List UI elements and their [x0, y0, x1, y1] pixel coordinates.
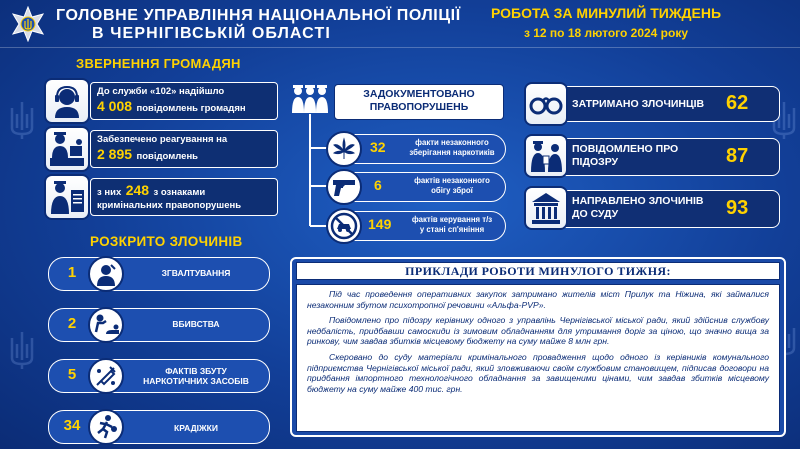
period-dates: з 12 по 18 лютого 2024 року — [523, 26, 689, 40]
right-stat-value: 93 — [726, 197, 749, 219]
documented-label-line2: обігу зброї — [431, 186, 473, 195]
solved-crime-label: ЗГВАЛТУВАННЯ — [161, 268, 231, 278]
citizen-request-suffix: повідомлень громадян — [136, 103, 246, 114]
solved-crime-value: 5 — [67, 366, 77, 383]
murder-icon — [88, 307, 124, 343]
right-stat-label — [572, 143, 678, 169]
right-stat-label-line2: ПІДОЗРУ — [572, 156, 619, 168]
header-title-line1: ГОЛОВНЕ УПРАВЛІННЯ НАЦІОНАЛЬНОЇ ПОЛІЦІЇ — [56, 7, 461, 24]
documented-label — [400, 215, 504, 235]
trident-watermark-icon — [8, 100, 36, 140]
right-stat-label-line1: ПОВІДОМЛЕНО ПРО — [572, 143, 679, 155]
documented-title-line2: ПРАВОПОРУШЕНЬ — [369, 101, 469, 113]
citizen-request-value: 4 008 — [97, 98, 133, 114]
documented-title-box — [334, 84, 504, 120]
period-title: РОБОТА ЗА МИНУЛИЙ ТИЖДЕНЬ — [490, 5, 722, 21]
citizen-requests-title: ЗВЕРНЕННЯ ГРОМАДЯН — [76, 56, 241, 71]
documented-title-line1: ЗАДОКУМЕНТОВАНО — [363, 88, 475, 100]
citizen-request-prefix: з них — [97, 187, 122, 198]
drug-syringe-icon — [88, 358, 124, 394]
police-star-emblem-icon — [10, 6, 46, 42]
examples-title: ПРИКЛАДИ РОБОТИ МИНУЛОГО ТИЖНЯ: — [405, 264, 671, 278]
documented-value: 32 — [370, 139, 386, 155]
citizen-request-value: 248 — [125, 182, 150, 198]
officer-desk-icon — [46, 128, 88, 170]
right-stat-label — [572, 195, 703, 221]
example-paragraph: Скеровано до суду матеріали кримінального провадження щодо одного із керівників комунального підприємства Чернігівської міської ради, який зловживаючи своїм службовим становищем, підписав договори на придбання імпортного технологічного обладнання за завищеними цінами, чим завдав збитків місцевому бюджету на суму майже 400 тис. грн. — [307, 351, 769, 394]
right-stat-label-line2: ДО СУДУ — [572, 208, 619, 220]
right-stat-value: 87 — [726, 145, 749, 167]
documented-label-line1: факти незаконного — [415, 138, 489, 147]
thief-running-icon — [88, 409, 124, 445]
citizen-request-suffix: повідомлень — [136, 151, 199, 162]
solved-crime-value: 2 — [67, 315, 77, 332]
right-stat-label-line1: НАПРАВЛЕНО ЗЛОЧИНІВ — [572, 195, 704, 207]
citizen-request-value: 2 895 — [97, 146, 133, 162]
trident-watermark-icon — [8, 330, 36, 370]
examples-body — [296, 284, 780, 432]
documented-value: 6 — [374, 177, 382, 193]
documented-label-line1: фактів керування т/з — [411, 215, 493, 224]
handcuffs-icon — [526, 84, 566, 124]
headset-operator-icon — [46, 80, 88, 122]
right-stat-value: 62 — [726, 92, 749, 114]
no-drunk-driving-icon — [326, 208, 362, 244]
documented-label-line1: фактів незаконного — [414, 176, 490, 185]
documented-label-line2: зберігання наркотиків — [409, 148, 495, 157]
documented-label-line2: у стані сп'яніння — [419, 225, 485, 234]
solved-crime-value: 34 — [63, 417, 81, 434]
suspect-notice-icon — [526, 136, 566, 176]
citizen-request-item — [46, 176, 278, 218]
solved-crime-value: 1 — [67, 264, 77, 281]
documented-label — [400, 176, 504, 196]
assault-victim-icon — [88, 256, 124, 292]
examples-title-bar — [296, 262, 780, 280]
header-title-line2: В ЧЕРНІГІВСЬКІЙ ОБЛАСТІ — [92, 25, 331, 42]
citizen-request-item — [46, 80, 278, 122]
header-divider — [0, 47, 800, 48]
documented-value: 149 — [368, 216, 392, 232]
solved-crime-label-line2: НАРКОТИЧНИХ ЗАСОБІВ — [143, 376, 249, 386]
solved-crime-label — [130, 366, 262, 386]
citizen-request-suffix-inline: з ознаками — [153, 187, 206, 198]
solved-crimes-title: РОЗКРИТО ЗЛОЧИНІВ — [90, 234, 243, 249]
solved-crime-label: ВБИВСТВА — [172, 319, 220, 329]
right-stat-label: ЗАТРИМАНО ЗЛОЧИНЦІВ — [572, 98, 705, 110]
courthouse-icon — [526, 188, 566, 228]
citizen-request-prefix: Забезпечено реагування на — [97, 134, 228, 145]
officer-document-icon — [46, 176, 88, 218]
cannabis-leaf-icon — [326, 131, 362, 167]
citizen-request-item — [46, 128, 278, 170]
example-paragraph: Під час проведення оперативних закупок затримано жителів міст Прилук та Ніжина, які займалися незаконним збутом психотропної речовини «Альфа-PVP». — [307, 289, 769, 310]
pistol-icon — [326, 169, 362, 205]
citizen-request-prefix: До служби «102» надійшло — [97, 86, 225, 97]
documented-label — [400, 138, 504, 158]
solved-crime-label: КРАДІЖКИ — [174, 423, 218, 433]
citizen-request-suffix: кримінальних правопорушень — [97, 200, 242, 211]
example-paragraph: Повідомлено про підозру керівнику одного з управлінь Чернігівської міської ради, який здійснив службову недбалість, придбавши самоскиди із зимовим обладнанням для утримання доріг за ціною, що значно вища за ринкову, чим завдав збитків місцевому бюджету на суму майже 8 млн грн. — [307, 315, 769, 347]
police-officers-icon — [290, 84, 330, 114]
solved-crime-label-line1: ФАКТІВ ЗБУТУ — [165, 366, 227, 376]
